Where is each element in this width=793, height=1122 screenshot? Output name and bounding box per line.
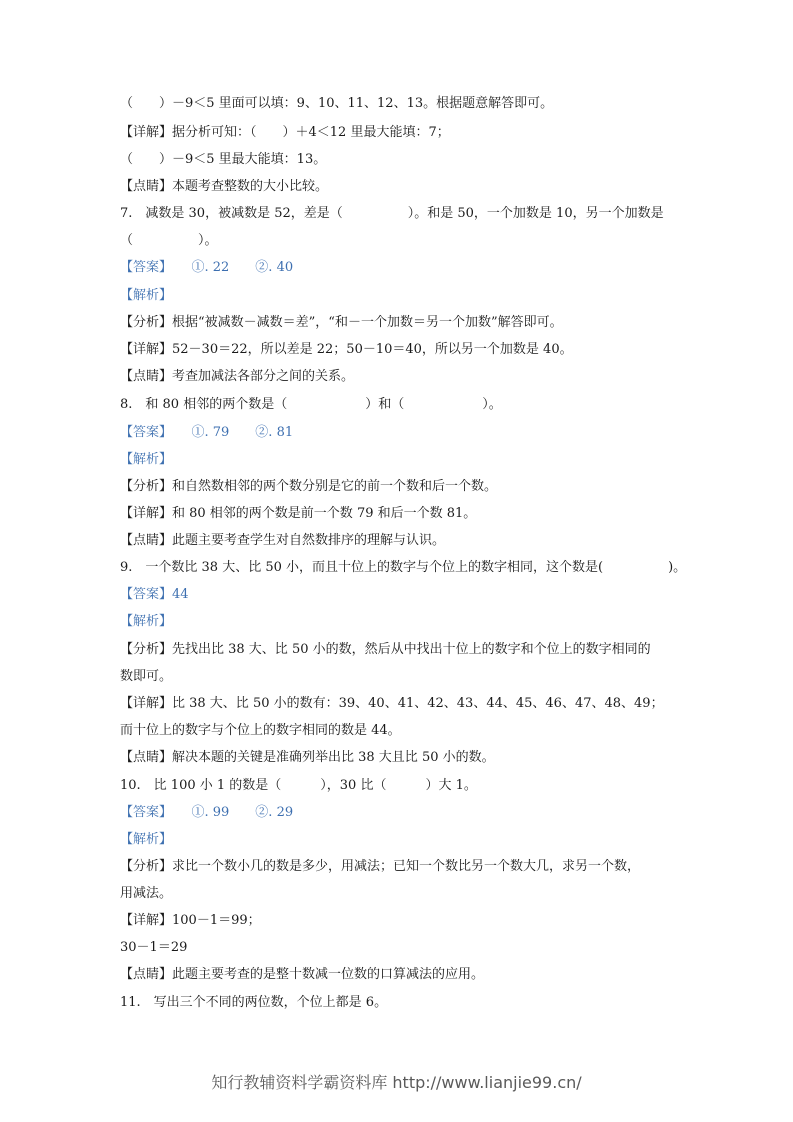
text-line: 【点睛】考查加减法各部分之间的关系。 <box>120 369 355 384</box>
answer-9: 【答案】44 <box>120 587 189 602</box>
text-line: 【分析】求比一个数小几的数是多少，用减法；已知一个数比另一个数大几，求另一个数， <box>120 859 641 874</box>
text-line: （ ）。 <box>120 233 218 248</box>
text-line: 用减法。 <box>120 886 173 901</box>
question-10: 10. 比 100 小 1 的数是（ ），30 比（ ）大 1。 <box>120 778 477 793</box>
text-line: 【详解】52－30＝22，所以差是 22；50－10＝40，所以另一个加数是 40。 <box>120 342 573 357</box>
text-line: 【点睛】本题考查整数的大小比较。 <box>120 179 329 194</box>
answer-7: 【答案】 ①. 22 ②. 40 <box>120 260 294 275</box>
text-line: 30－1＝29 <box>120 940 188 955</box>
text-line: （ ）－9＜5 里面可以填：9、10、11、12、13。根据题意解答即可。 <box>120 96 554 111</box>
question-9: 9. 一个数比 38 大、比 50 小，而且十位上的数字与个位上的数字相同，这个数是( )。 <box>120 560 687 575</box>
analysis-label: 【解析】 <box>120 288 173 303</box>
text-line: 【详解】100－1＝99； <box>120 913 261 928</box>
question-7: 7. 减数是 30，被减数是 52，差是（ ）。和是 50，一个加数是 10，另一个加数是 <box>120 206 664 221</box>
question-11: 11. 写出三个不同的两位数，个位上都是 6。 <box>120 995 388 1010</box>
answer-8: 【答案】 ①. 79 ②. 81 <box>120 425 294 440</box>
text-line: 【详解】和 80 相邻的两个数是前一个数 79 和后一个数 81。 <box>120 506 477 521</box>
text-line: （ ）－9＜5 里最大能填：13。 <box>120 152 327 167</box>
text-line: 【点睛】解决本题的关键是准确列举出比 38 大且比 50 小的数。 <box>120 750 495 765</box>
text-line: 数即可。 <box>120 669 173 684</box>
text-line: 【详解】据分析可知：（ ）＋4＜12 里最大能填：7； <box>120 125 450 140</box>
text-line: 【分析】先找出比 38 大、比 50 小的数，然后从中找出十位上的数字和个位上的数字相同的 <box>120 642 651 657</box>
text-line: 【分析】根据“被减数－减数＝差”，“和－一个加数＝另一个加数”解答即可。 <box>120 315 563 330</box>
text-line: 【分析】和自然数相邻的两个数分别是它的前一个数和后一个数。 <box>120 479 498 494</box>
analysis-label: 【解析】 <box>120 452 173 467</box>
text-line: 【详解】比 38 大、比 50 小的数有：39、40、41、42、43、44、45、46、47、48、49； <box>120 696 664 711</box>
question-8: 8. 和 80 相邻的两个数是（ ）和（ ）。 <box>120 397 502 412</box>
analysis-label: 【解析】 <box>120 614 173 629</box>
analysis-label: 【解析】 <box>120 832 173 847</box>
text-line: 【点睛】此题主要考查学生对自然数排序的理解与认识。 <box>120 533 446 548</box>
text-line: 而十位上的数字与个位上的数字相同的数是 44。 <box>120 723 401 738</box>
text-line: 【点睛】此题主要考查的是整十数减一位数的口算减法的应用。 <box>120 967 485 982</box>
footer-watermark: 知行教辅资料学霸资料库 http://www.lianjie99.cn/ <box>211 1073 582 1092</box>
answer-10: 【答案】 ①. 99 ②. 29 <box>120 805 294 820</box>
